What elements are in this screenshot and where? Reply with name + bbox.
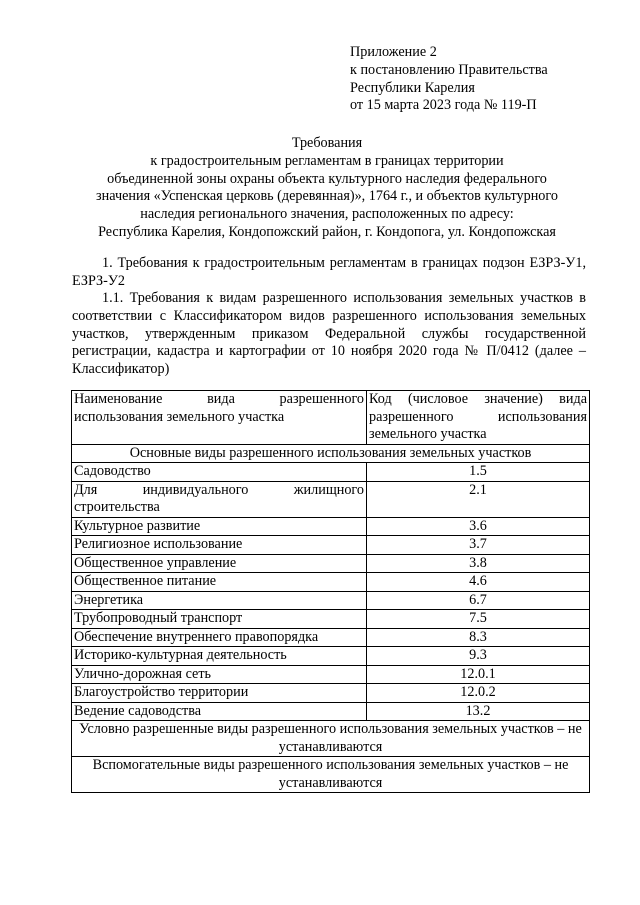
table-row: [72, 463, 590, 482]
main-types-heading-row: [72, 444, 590, 463]
use-code: 13.2: [367, 702, 590, 721]
table-row: [72, 481, 590, 517]
use-name: Садоводство: [72, 463, 367, 482]
header-name-cell: Наименование вида разрешенного использования земельного участка: [72, 391, 367, 445]
use-name: Религиозное использование: [72, 536, 367, 555]
table-header-row: [72, 391, 590, 445]
section-1-paragraph: 1. Требования к градостроительным регламентам в границах подзон ЕЗРЗ-У1, ЕЗРЗ-У2: [72, 255, 586, 289]
table-row: [72, 610, 590, 629]
use-code: 6.7: [367, 591, 590, 610]
use-code: 9.3: [367, 647, 590, 666]
appendix-line-4: от 15 марта 2023 года № 119-П: [350, 97, 537, 114]
table-row: [72, 628, 590, 647]
use-name: Общественное питание: [72, 573, 367, 592]
table-row: [72, 647, 590, 666]
use-name: Обеспечение внутреннего правопорядка: [72, 628, 367, 647]
table-row: [72, 536, 590, 555]
use-code: 2.1: [367, 481, 590, 517]
use-code: 3.7: [367, 536, 590, 555]
use-code: 12.0.1: [367, 665, 590, 684]
conditional-types-row: [72, 721, 590, 757]
use-code: 1.5: [367, 463, 590, 482]
use-code: 4.6: [367, 573, 590, 592]
title-line-5: наследия регионального значения, расположенных по адресу:: [140, 206, 514, 223]
auxiliary-types-note: Вспомогательные виды разрешенного использования земельных участков – не устанавливаются: [72, 757, 590, 793]
title-line-1: Требования: [291, 135, 363, 151]
appendix-line-3: Республики Карелия: [350, 79, 475, 96]
title-line-3: объединенной зоны охраны объекта культурного наследия федерального: [107, 170, 547, 187]
main-types-heading: Основные виды разрешенного использования земельных участков: [72, 444, 590, 463]
header-code-cell: Код (числовое значение) вида разрешенного использования земельного участка: [367, 391, 590, 445]
use-name: Благоустройство территории: [72, 684, 367, 703]
table-row: [72, 517, 590, 536]
conditional-types-note: Условно разрешенные виды разрешенного использования земельных участков – не устанавливаются: [72, 721, 590, 757]
use-name: Общественное управление: [72, 554, 367, 573]
appendix-line-1: Приложение 2: [350, 44, 437, 60]
auxiliary-types-row: [72, 757, 590, 793]
appendix-header: [350, 44, 600, 115]
use-name: Улично-дорожная сеть: [72, 665, 367, 684]
table-row: [72, 702, 590, 721]
table-row: [72, 554, 590, 573]
use-code: 8.3: [367, 628, 590, 647]
use-name: Трубопроводный транспорт: [72, 610, 367, 629]
use-name: Энергетика: [72, 591, 367, 610]
title-line-2: к градостроительным регламентам в границах территории: [150, 152, 504, 169]
use-code: 12.0.2: [367, 684, 590, 703]
permitted-use-table: [71, 390, 590, 793]
use-code: 3.6: [367, 517, 590, 536]
section-1-1-paragraph: 1.1. Требования к видам разрешенного использования земельных участков в соответствии с Классификатором видов разрешенного использования земельных участков, утвержденным приказом Федеральной службы государственной регистрации, кадастра и картографии от 10 ноября 2020 года № П/0412 (далее – Классификатор): [72, 290, 586, 378]
title-line-6: Республика Карелия, Кондопожский район, г. Кондопога, ул. Кондопожская: [98, 223, 556, 240]
use-code: 7.5: [367, 610, 590, 629]
table-row: [72, 573, 590, 592]
title-line-4: значения «Успенская церковь (деревянная)», 1764 г., и объектов культурного: [96, 188, 558, 205]
document-title: [72, 135, 582, 242]
table-row: [72, 684, 590, 703]
use-name: Культурное развитие: [72, 517, 367, 536]
appendix-line-2: к постановлению Правительства: [350, 61, 548, 78]
use-name: Историко-культурная деятельность: [72, 647, 367, 666]
use-name: Ведение садоводства: [72, 702, 367, 721]
use-name: Для индивидуального жилищного строительства: [72, 481, 367, 517]
table-row: [72, 591, 590, 610]
use-code: 3.8: [367, 554, 590, 573]
table-row: [72, 665, 590, 684]
